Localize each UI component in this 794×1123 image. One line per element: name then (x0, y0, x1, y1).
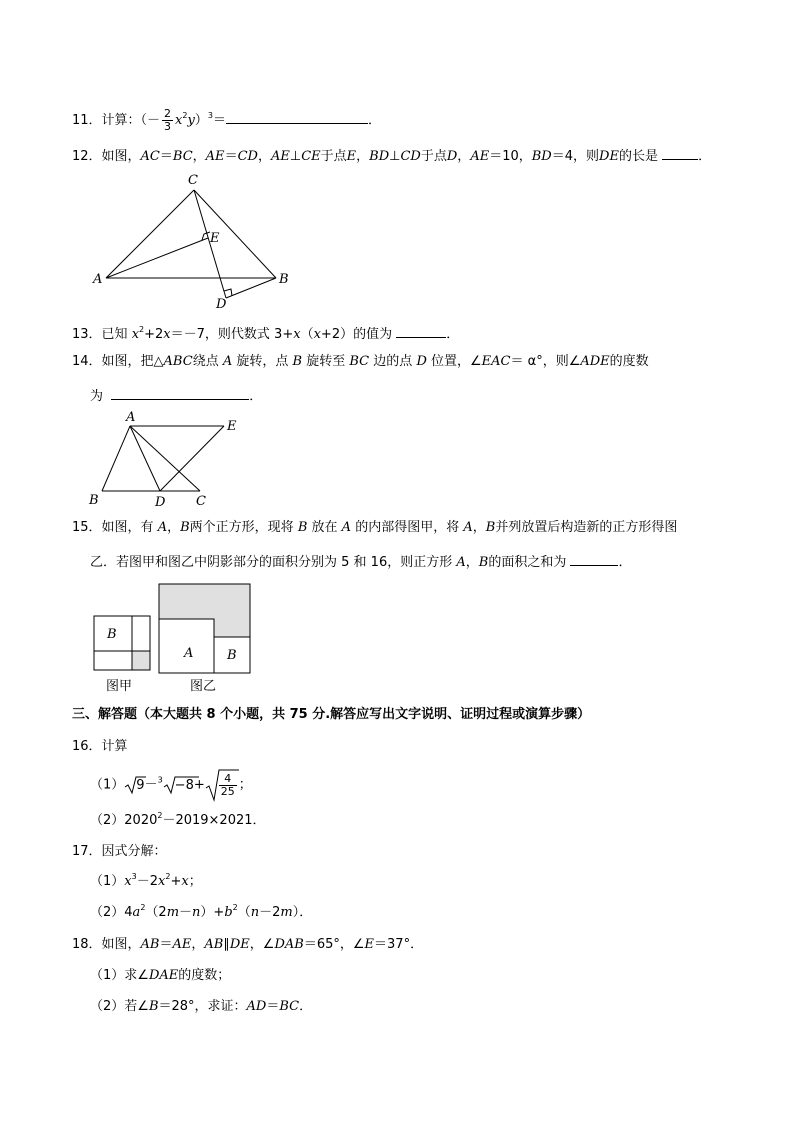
q18-p2-d: ． (299, 999, 313, 1014)
q16-part2 (90, 812, 266, 830)
q17-x3: x (181, 874, 189, 889)
section-3-heading: 三、解答题（本大题共 8 个小题，共 75 分.解答应写出文字说明、证明过程或演算步骤） (72, 707, 591, 722)
q13-exp: 2 (139, 325, 145, 334)
q18-p2-c: ＝ (266, 999, 280, 1014)
q17-p1-end: ； (188, 874, 202, 889)
q16-radicand-9: 9 (136, 777, 145, 793)
q17-d: ）+ (200, 905, 225, 920)
q12-bd2: BD (531, 149, 552, 164)
q17-f: －2 (259, 905, 281, 920)
q15-a: 15．如图，有 (72, 520, 154, 535)
q16-p1-label: （1） (90, 777, 125, 793)
q12-label-c: C (188, 173, 198, 188)
q13-end: ． (446, 327, 460, 342)
q18-part1 (90, 967, 230, 985)
q12-comma2: ， (257, 149, 271, 164)
q13-tail: +2）的值为 (320, 327, 393, 342)
q17-x1: x (124, 874, 132, 889)
q12-comma4: ， (457, 149, 471, 164)
q18-e: ，∠ (249, 937, 275, 952)
q12-cd: CD (237, 149, 258, 164)
q12-ac: AC (140, 149, 160, 164)
figure-yi (159, 584, 250, 673)
q13-mid: ＝－7，则代数式 3+ (170, 327, 294, 342)
q14-end: ． (249, 389, 263, 404)
q12-t5: 的长是 (618, 149, 658, 164)
q15-figures (90, 580, 260, 695)
question-14-line1 (72, 353, 649, 371)
q17-n2: n (250, 905, 260, 920)
q18-f: ＝65°，∠ (303, 937, 365, 952)
fig-yi-label-a: A (184, 646, 194, 661)
q12-cd2: CD (400, 149, 421, 164)
q13-x1: x (131, 327, 140, 342)
q14-d: 旋转至 (306, 354, 346, 369)
q14-BC: BC (349, 354, 370, 369)
q12-bd: BD (369, 149, 390, 164)
q18-p2-a: （2）若∠ (90, 999, 149, 1014)
q13-x3: x (293, 327, 301, 342)
q15-A2: A (341, 520, 352, 535)
q16-plus: + (193, 777, 205, 793)
q15-answer-blank[interactable] (570, 551, 618, 566)
q14-g: ＝ α°，则∠ (510, 354, 581, 369)
q17-part2 (90, 904, 312, 922)
q17-exp2: 2 (165, 872, 171, 881)
q18-p2-bc: BC (279, 999, 300, 1014)
q15-c2: ， (472, 520, 486, 535)
q12-label-d: D (216, 297, 227, 310)
question-14-line2 (90, 385, 262, 406)
q17-minus2: －2 (136, 874, 158, 889)
q16-cube-index: 3 (157, 775, 163, 785)
q12-answer-blank[interactable] (662, 145, 698, 160)
q12-end: ． (698, 149, 712, 164)
q11-frac-den: 3 (164, 120, 172, 133)
q11-var-x: x (175, 113, 183, 128)
q14-label-a: A (126, 410, 136, 425)
q12-eq1: ＝ (159, 149, 173, 164)
q15-line2-b: 的面积之和为 (488, 555, 567, 570)
q14-label-c: C (196, 494, 206, 509)
q13-x4: x (313, 327, 321, 342)
q12-figure (88, 170, 308, 310)
q14-label-b: B (89, 493, 99, 508)
q17-e: （ (237, 905, 251, 920)
q16-p2-label: （2）2020 (90, 813, 158, 828)
q18-g: ＝37°． (374, 937, 424, 952)
q12-de: DE (599, 149, 619, 164)
q18-p2-b: ＝28°，求证： (158, 999, 247, 1014)
q17-m1: m (166, 905, 180, 920)
q18-ae1: AE (172, 937, 192, 952)
question-12 (72, 145, 711, 166)
question-17-title: 17．因式分解： (72, 844, 167, 859)
q17-a: a (132, 905, 141, 920)
q12-label-b: B (279, 272, 289, 287)
q14-label-d: D (155, 495, 166, 510)
q14-EAC: EAC (481, 354, 511, 369)
q12-ae2: AE (270, 149, 290, 164)
q18-parallel: ∥ (223, 937, 230, 952)
q14-b: 绕点 (192, 354, 219, 369)
q18-p1-dae: DAE (148, 968, 179, 983)
q11-var-y: y (187, 113, 195, 128)
q14-A: A (222, 354, 233, 369)
q15-b: 两个正方形，现将 (189, 520, 294, 535)
q16-fraction (219, 773, 237, 798)
q12-perp1: ⊥ (289, 149, 302, 164)
q18-a: 18．如图， (72, 937, 141, 952)
q12-comma3: ， (356, 149, 370, 164)
q17-m2: m (280, 905, 293, 920)
q11-fraction (162, 108, 173, 133)
q15-e: 并列放置后构造新的正方形得图 (495, 520, 678, 535)
question-15-line1 (72, 519, 677, 537)
q13-paren: （ (300, 327, 314, 342)
q16-radicand-neg8: −8 (174, 777, 194, 793)
q12-t2: 于点 (420, 149, 447, 164)
q17-plus: + (170, 874, 182, 889)
q11-paren: ） (194, 113, 208, 128)
q11-exp-2: 2 (182, 111, 188, 120)
question-13 (72, 323, 459, 344)
q14-label-e: E (227, 419, 237, 434)
q12-label-a: A (93, 272, 103, 287)
q12-ae3: AE (470, 149, 490, 164)
q16-p2-rest: －2019×2021． (162, 813, 266, 828)
q11-frac-num: 2 (164, 107, 172, 120)
q12-d: D (446, 149, 458, 164)
q17-x2: x (158, 874, 166, 889)
q17-b: （2 (145, 905, 167, 920)
q17-n1: n (192, 905, 201, 920)
q16-part1 (90, 768, 252, 802)
q17-c: － (179, 905, 193, 920)
q14-answer-blank[interactable] (111, 385, 249, 400)
q12-eq2: ＝ (224, 149, 238, 164)
q15-B2: B (297, 520, 308, 535)
q12-ae: AE (205, 149, 225, 164)
q12-prefix: 12．如图， (72, 149, 141, 164)
q12-t3: ＝10， (489, 149, 532, 164)
question-18 (72, 936, 423, 954)
q14-abc: ABC (163, 354, 193, 369)
q14-ADE: ADE (580, 354, 610, 369)
q18-ab1: AB (140, 937, 160, 952)
q13-answer-blank[interactable] (396, 323, 446, 338)
caption-jia: 图甲 (106, 679, 133, 694)
q18-c: ， (191, 937, 205, 952)
q14-B: B (292, 354, 303, 369)
q17-b-exp: 2 (232, 903, 238, 912)
q18-p1-b: 的度数； (178, 968, 231, 983)
q18-de: DE (229, 937, 250, 952)
q15-end: ． (618, 555, 632, 570)
figure-jia (94, 616, 150, 670)
q13-plus2: +2 (144, 327, 164, 342)
q12-comma1: ， (192, 149, 206, 164)
q11-prefix: 11．计算：（－ (72, 113, 161, 128)
q18-p1-a: （1）求∠ (90, 968, 149, 983)
q11-equals: ＝ (212, 113, 226, 128)
q18-part2 (90, 998, 312, 1016)
q16-minus: － (144, 777, 158, 793)
q11-answer-blank[interactable] (226, 109, 368, 124)
q18-E: E (364, 937, 375, 952)
q12-t1: 于点 (320, 149, 347, 164)
q12-bc: BC (172, 149, 193, 164)
q12-label-e: E (210, 231, 220, 246)
q18-p2-ad: AD (246, 999, 267, 1014)
q18-dab: DAB (274, 937, 304, 952)
q14-c: 旋转，点 (236, 354, 289, 369)
q12-perp2: ⊥ (389, 149, 401, 164)
q13-prefix: 13．已知 (72, 327, 128, 342)
q13-x2: x (163, 327, 171, 342)
q15-B4: B (478, 555, 489, 570)
q14-figure (86, 410, 246, 510)
q15-A1: A (157, 520, 168, 535)
q15-line2-a: 乙．若图甲和图乙中阴影部分的面积分别为 5 和 16，则正方形 (90, 555, 453, 570)
q14-D: D (416, 354, 427, 369)
q15-B3: B (485, 520, 496, 535)
question-16-title: 16．计算 (72, 739, 128, 754)
q14-h: 的度数 (609, 354, 649, 369)
fig-yi-label-b: B (227, 648, 237, 663)
q15-d: 的内部得图甲，将 (355, 520, 460, 535)
q18-p2-B: B (148, 999, 159, 1014)
q12-t4: ＝4，则 (551, 149, 600, 164)
q16-p2-exp: 2 (157, 811, 163, 820)
q16-frac-den: 25 (220, 784, 235, 798)
question-15-line2 (90, 551, 632, 572)
q17-a-exp: 2 (140, 903, 146, 912)
q17-bvar: b (224, 905, 233, 920)
question-11 (72, 108, 381, 133)
q17-p1-label: （1） (90, 874, 125, 889)
q12-ce: CE (301, 149, 321, 164)
q18-b: ＝ (159, 937, 173, 952)
q17-g: ）． (292, 905, 313, 920)
q15-c: 放在 (311, 520, 338, 535)
q14-a: 14．如图，把△ (72, 354, 164, 369)
q14-line2: 为 (90, 389, 104, 404)
q14-f: 位置，∠ (431, 354, 482, 369)
q17-part1 (90, 873, 202, 891)
q15-A4: A (456, 555, 466, 570)
q15-B1: B (180, 520, 190, 535)
caption-yi: 图乙 (190, 679, 217, 694)
q15-c3: ， (465, 555, 479, 570)
q15-A3: A (463, 520, 473, 535)
q16-p1-end: ； (238, 777, 252, 793)
q11-end: ． (367, 113, 381, 128)
q16-frac-num: 4 (219, 773, 237, 786)
fig-jia-label-b: B (107, 627, 117, 642)
q17-p2-label: （2）4 (90, 905, 133, 920)
q15-c1: ， (167, 520, 181, 535)
q14-e: 边的点 (373, 354, 413, 369)
q18-ab2: AB (204, 937, 224, 952)
q12-e: E (346, 149, 357, 164)
q11-exp-3: 3 (207, 111, 213, 120)
q17-exp3: 3 (131, 872, 137, 881)
